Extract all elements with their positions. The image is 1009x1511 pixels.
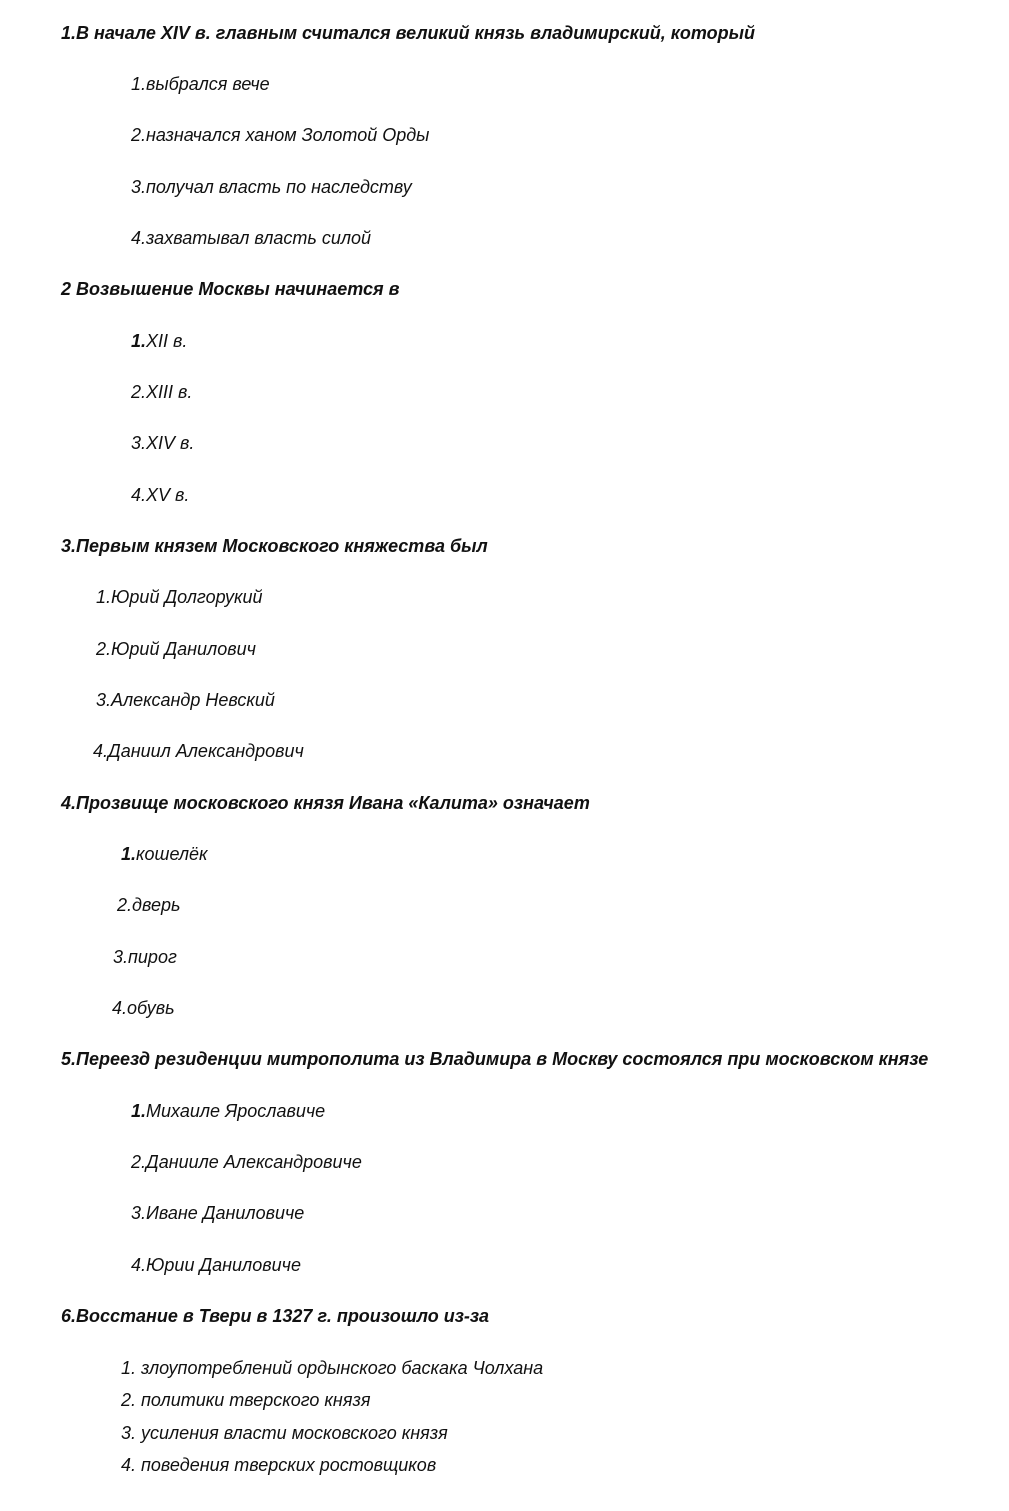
option-text: XIV в.: [146, 433, 195, 453]
option-text: Даниил Александрович: [108, 741, 304, 761]
question-5-text: 5.Переезд резиденции митрополита из Владимира в Москву состоялся при московском князе: [61, 1049, 929, 1069]
question-6-option-2: [121, 1389, 370, 1411]
question-1-option-2: [131, 124, 429, 146]
question-3-option-2: [96, 638, 256, 660]
option-number: 2.: [131, 1152, 147, 1172]
option-number: 2.: [131, 125, 147, 145]
option-text: XII в.: [146, 331, 188, 351]
option-text: Юрий Долгорукий: [111, 587, 263, 607]
question-6-option-1: [121, 1357, 543, 1379]
option-number: 1.: [121, 844, 137, 864]
option-text: дверь: [132, 895, 181, 915]
option-number: 3.: [113, 947, 129, 967]
question-4-option-2: [117, 894, 180, 916]
option-text: XV в.: [146, 485, 190, 505]
option-number: 3.: [131, 177, 147, 197]
option-number: 1.: [131, 1101, 147, 1121]
option-number: 1.: [96, 587, 112, 607]
question-2-option-2: [131, 381, 192, 403]
option-text: XIII в.: [146, 382, 193, 402]
question-5-option-3: [131, 1202, 304, 1224]
option-number: 4.: [121, 1455, 137, 1475]
option-number: 3.: [96, 690, 112, 710]
option-text: политики тверского князя: [136, 1390, 371, 1410]
option-number: 2.: [131, 382, 147, 402]
option-number: 4.: [131, 1255, 147, 1275]
question-2-option-1: [131, 330, 187, 352]
option-number: 1.: [131, 331, 147, 351]
option-text: получал власть по наследству: [146, 177, 412, 197]
question-1-option-4: [131, 227, 371, 249]
question-6-option-3: [121, 1422, 448, 1444]
option-text: обувь: [127, 998, 175, 1018]
option-number: 4.: [131, 228, 147, 248]
option-text: захватывал власть силой: [146, 228, 372, 248]
option-text: кошелёк: [136, 844, 208, 864]
option-number: 4.: [93, 741, 109, 761]
option-text: назначался ханом Золотой Орды: [146, 125, 430, 145]
question-3-option-1: [96, 586, 263, 608]
option-number: 3.: [121, 1423, 137, 1443]
question-2-text: 2 Возвышение Москвы начинается в: [61, 279, 400, 299]
option-number: 2.: [121, 1390, 137, 1410]
option-number: 3.: [131, 433, 147, 453]
question-6-option-4: [121, 1454, 436, 1476]
option-number: 1.: [121, 1358, 137, 1378]
option-text: выбрался вече: [146, 74, 270, 94]
option-number: 1.: [131, 74, 147, 94]
option-text: пирог: [128, 947, 177, 967]
question-4-text: 4.Прозвище московского князя Ивана «Калита» означает: [61, 793, 590, 813]
question-1-option-3: [131, 176, 412, 198]
question-2-option-3: [131, 432, 194, 454]
question-6-text: 6.Восстание в Твери в 1327 г. произошло из-за: [61, 1306, 490, 1326]
question-1-text: 1.В начале XIV в. главным считался великий князь владимирский, который: [61, 23, 755, 43]
option-text: Юрий Данилович: [111, 639, 256, 659]
question-2-option-4: [131, 484, 189, 506]
option-text: Данииле Александровиче: [146, 1152, 362, 1172]
question-3-option-4: [93, 740, 304, 762]
question-5-option-4: [131, 1254, 301, 1276]
option-number: 2.: [96, 639, 112, 659]
option-text: усиления власти московского князя: [136, 1423, 448, 1443]
option-number: 4.: [131, 485, 147, 505]
question-4-option-3: [113, 946, 177, 968]
option-text: Михаиле Ярославиче: [146, 1101, 326, 1121]
question-4-option-1: [121, 843, 208, 865]
option-number: 4.: [112, 998, 128, 1018]
question-5-option-2: [131, 1151, 362, 1173]
question-4-option-4: [112, 997, 175, 1019]
option-text: Юрии Даниловиче: [146, 1255, 301, 1275]
question-3-text: 3.Первым князем Московского княжества был: [61, 536, 488, 556]
option-text: злоупотреблений ордынского баскака Чолхана: [136, 1358, 544, 1378]
option-text: поведения тверских ростовщиков: [136, 1455, 437, 1475]
option-number: 3.: [131, 1203, 147, 1223]
question-1-option-1: [131, 73, 270, 95]
option-text: Иване Даниловиче: [146, 1203, 305, 1223]
question-5-option-1: [131, 1100, 325, 1122]
question-3-option-3: [96, 689, 275, 711]
option-number: 2.: [117, 895, 133, 915]
option-text: Александр Невский: [111, 690, 275, 710]
